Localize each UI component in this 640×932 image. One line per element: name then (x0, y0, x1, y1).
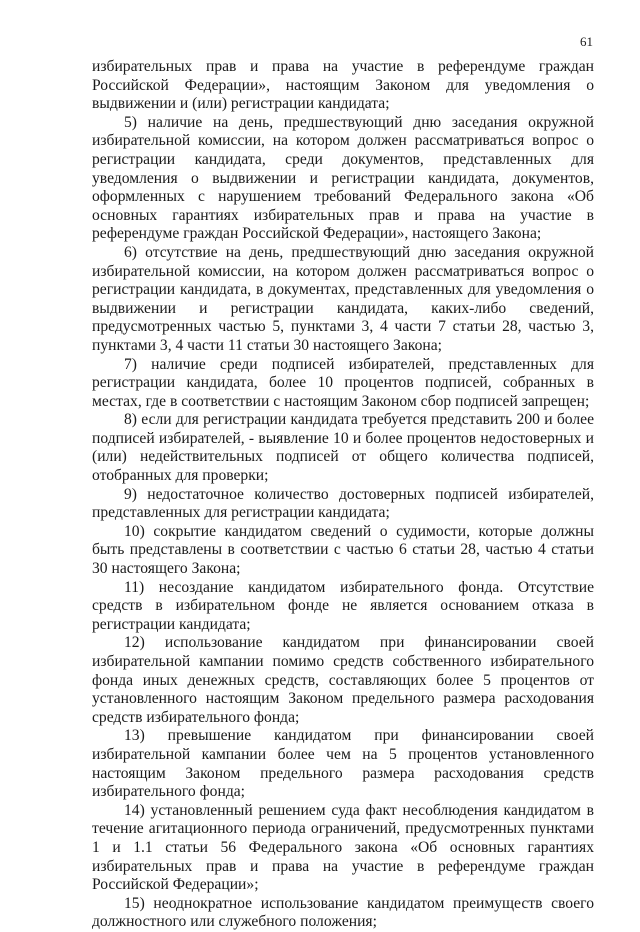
paragraph-item-15: 15) неоднократное использование кандидатом преимуществ своего должностного или служебного положения; (92, 894, 594, 931)
paragraph-item-7: 7) наличие среди подписей избирателей, представленных для регистрации кандидата, более 10 процентов подписей, собранных в местах, где в соответствии с настоящим Законом сбор подписей запрещен; (92, 355, 594, 410)
paragraph-item-6: 6) отсутствие на день, предшествующий дню заседания окружной избирательной комиссии, на котором должен рассматриваться вопрос о регистрации кандидата, в документах, представленных для уведомления о выдвижении и регистрации кандидата, каких-либо сведений, предусмотренных частью 5, пунктами 3, 4 части 7 статьи 28, частью 3, пунктами 3, 4 части 11 статьи 30 настоящего Закона; (92, 243, 594, 354)
paragraph-item-12: 12) использование кандидатом при финансировании своей избирательной кампании помимо средств собственного избирательного фонда иных денежных средств, составляющих более 5 процентов от установленного настоящим Законом предельного размера расходования средств избирательного фонда; (92, 634, 594, 726)
paragraph-item-14: 14) установленный решением суда факт несоблюдения кандидатом в течение агитационного периода ограничений, предусмотренных пунктами 1 и 1.1 статьи 56 Федерального закона «Об основных гарантиях избирательных прав и права на участие в референдуме граждан Российской Федерации»; (92, 801, 594, 894)
paragraph-item-10: 10) сокрытие кандидатом сведений о судимости, которые должны быть представлены в соответствии с частью 6 статьи 28, частью 4 статьи 30 настоящего Закона; (92, 522, 594, 578)
paragraph-item-9: 9) недостаточное количество достоверных подписей избирателей, представленных для регистрации кандидата; (92, 485, 594, 522)
paragraph-continuation: избирательных прав и права на участие в референдуме граждан Российской Федерации», настоящим Законом для уведомления о выдвижении и (или) регистрации кандидата; (92, 58, 594, 113)
paragraph-item-8: 8) если для регистрации кандидата требуется представить 200 и более подписей избирателей, - выявление 10 и более процентов недостоверных и (или) недействительных подписей от общего количества подписей, отобранных для проверки; (92, 411, 594, 485)
paragraph-item-5: 5) наличие на день, предшествующий дню заседания окружной избирательной комиссии, на котором должен рассматриваться вопрос о регистрации кандидата, среди документов, представленных для уведомления о выдвижении и регистрации кандидата, документов, оформленных с нарушением требований Федерального закона «Об основных гарантиях избирательных прав и права на участие в референдуме граждан Российской Федерации», настоящего Закона; (92, 113, 594, 243)
page-number: 61 (580, 34, 593, 49)
document-body (92, 58, 594, 932)
paragraph-item-11: 11) несоздание кандидатом избирательного фонда. Отсутствие средств в избирательном фонде не является основанием отказа в регистрации кандидата; (92, 578, 594, 633)
paragraph-item-13: 13) превышение кандидатом при финансировании своей избирательной кампании более чем на 5 процентов установленного настоящим Законом предельного размера расходования средств избирательного фонда; (92, 727, 594, 801)
